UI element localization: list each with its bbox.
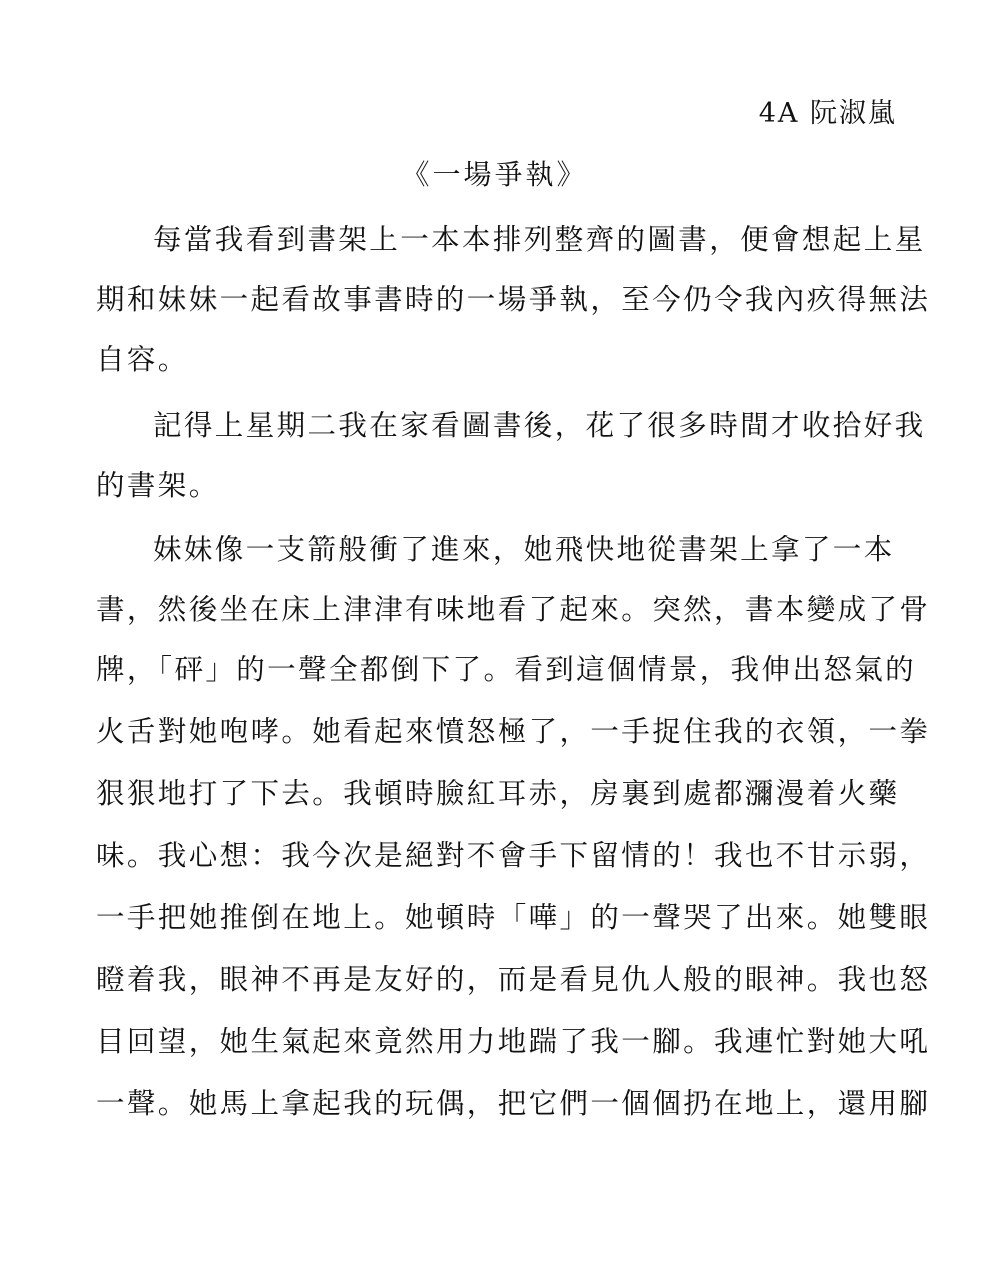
paragraph-3-line-9: 目回望，她生氣起來竟然用力地踹了我一腳。我連忙對她大吼 <box>96 1025 931 1058</box>
paragraph-3-line-3: 牌，「砰」的一聲全都倒下了。看到這個情景，我伸出怒氣的 <box>96 653 917 686</box>
paragraph-3-line-4: 火舌對她咆哮。她看起來憤怒極了，一手捉住我的衣領，一拳 <box>96 715 931 748</box>
paragraph-3-line-10: 一聲。她馬上拿起我的玩偶，把它們一個個扔在地上，還用腳 <box>96 1087 931 1120</box>
paragraph-1-line-1: 每當我看到書架上一本本排列整齊的圖書，便會想起上星 <box>153 223 926 256</box>
paragraph-3-line-7: 一手把她推倒在地上。她頓時「嘩」的一聲哭了出來。她雙眼 <box>96 901 931 934</box>
paragraph-2-line-2: 的書架。 <box>96 469 220 502</box>
paragraph-1-line-2: 期和妹妹一起看故事書時的一場爭執，至今仍令我內疚得無法 <box>96 283 931 316</box>
paragraph-3-line-8: 瞪着我，眼神不再是友好的，而是看見仇人般的眼神。我也怒 <box>96 963 931 996</box>
paragraph-3-line-6: 味。我心想：我今次是絕對不會手下留情的！我也不甘示弱， <box>96 839 931 872</box>
author-line: 4A 阮淑嵐 <box>758 98 897 129</box>
paragraph-3-line-2: 書，然後坐在床上津津有味地看了起來。突然，書本變成了骨 <box>96 593 931 626</box>
paragraph-3-line-1: 妹妹像一支箭般衝了進來，她飛快地從書架上拿了一本 <box>153 533 895 566</box>
paragraph-2-line-1: 記得上星期二我在家看圖書後，花了很多時間才收拾好我 <box>153 409 926 442</box>
paragraph-1-line-3: 自容。 <box>96 343 189 376</box>
essay-title: 《一場爭執》 <box>401 158 588 191</box>
paragraph-3-line-5: 狠狠地打了下去。我頓時臉紅耳赤，房裏到處都瀰漫着火藥 <box>96 777 900 810</box>
